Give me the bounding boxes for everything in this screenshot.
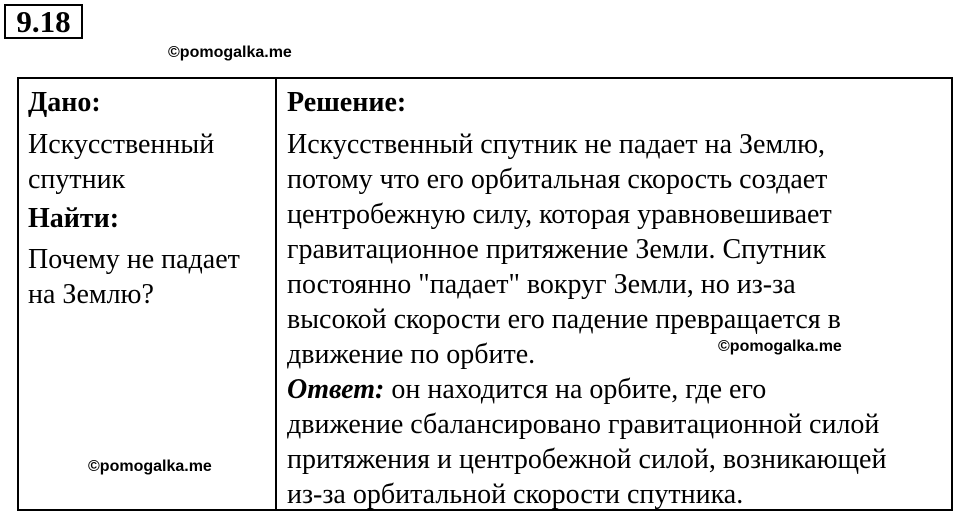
- answer-text-line: движение сбалансировано гравитационной силой: [287, 409, 880, 440]
- solution-text-line: движение по орбите.: [287, 339, 536, 370]
- given-column: [19, 79, 277, 509]
- given-text-line: Искусственный: [28, 129, 215, 160]
- solution-text-line: Искусственный спутник не падает на Землю,: [287, 129, 826, 160]
- solution-text: [287, 127, 951, 512]
- solution-text-line: постоянно "падает" вокруг Земли, но из-за: [287, 269, 796, 300]
- given-text: [28, 127, 275, 197]
- answer-line: [287, 372, 951, 407]
- find-heading: Найти:: [28, 203, 120, 234]
- answer-text-line: притяжения и центробежной силой, возникающей: [287, 444, 887, 475]
- watermark: ©pomogalka.me: [88, 458, 212, 475]
- find-text: [28, 242, 275, 312]
- solution-heading: Решение:: [287, 87, 407, 118]
- answer-text: он находится на орбите, где его: [384, 374, 767, 405]
- solution-column: [277, 79, 951, 509]
- solution-text-line: высокой скорости его падение превращается в: [287, 304, 841, 335]
- answer-label: Ответ:: [287, 374, 385, 405]
- solution-text-line: потому что его орбитальная скорость создает: [287, 164, 828, 195]
- given-heading: Дано:: [28, 87, 101, 118]
- watermark: ©pomogalka.me: [718, 338, 842, 355]
- watermark: ©pomogalka.me: [168, 44, 292, 61]
- problem-number: 9.18: [4, 4, 83, 39]
- solution-text-line: гравитационное притяжение Земли. Спутник: [287, 234, 826, 265]
- solution-table: [17, 77, 953, 511]
- find-text-line: Почему не падает: [28, 244, 240, 275]
- solution-text-line: центробежную силу, которая уравновешивает: [287, 199, 832, 230]
- answer-text-line: из-за орбитальной скорости спутника.: [287, 479, 744, 510]
- given-text-line: спутник: [28, 164, 126, 195]
- find-text-line: на Землю?: [28, 279, 154, 310]
